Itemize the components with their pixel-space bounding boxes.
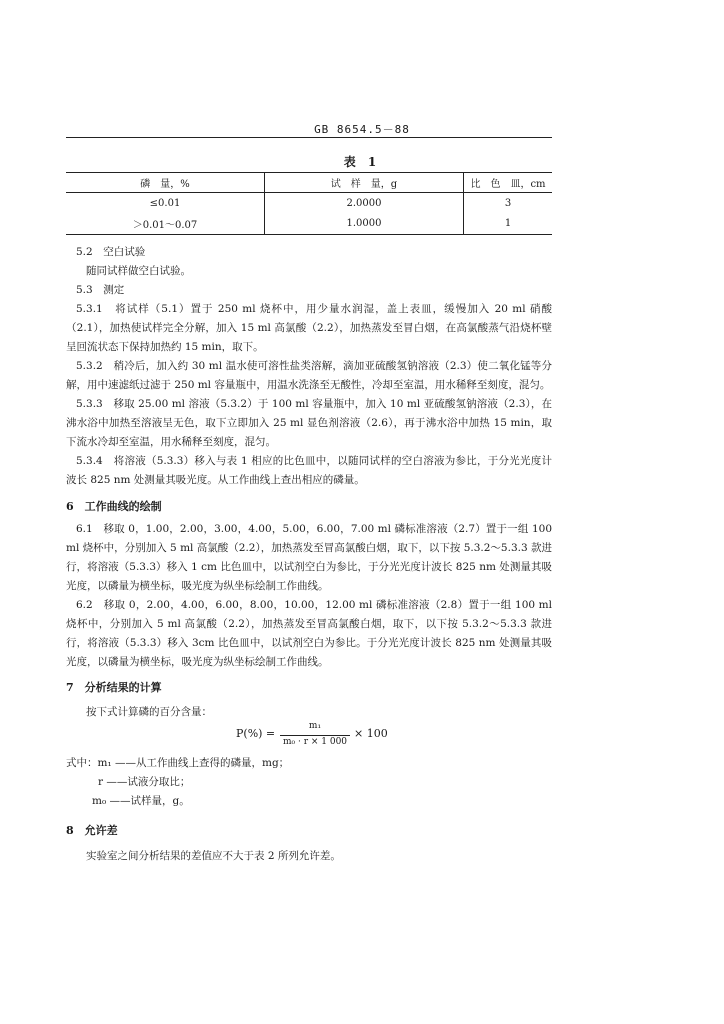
table-cell: 2.0000 <box>265 193 464 214</box>
section-8-title: 8 允许差 <box>66 824 118 837</box>
header-cell: 磷 量，% <box>66 173 265 193</box>
paragraph-5-3-2: 5.3.2 稍冷后，加入约 30 ml 温水使可溶性盐类溶解，滴加亚硫酸氢钠溶液（2.3）使二氧化锰等分解，用中速滤纸过滤于 250 ml 容量瓶中，用温水洗涤至无酸性，冷却至室温，用水稀释至刻度，混匀。 <box>66 360 552 391</box>
table-caption: 表 1 <box>343 155 381 169</box>
variable-definition: r ——试液分取比； <box>98 776 191 788</box>
paragraph-6-1: 6.1 移取 0，1.00，2.00，3.00，4.00，5.00，6.00，7.00 ml 磷标准溶液（2.7）置于一组 100 ml 烧杯中，分别加入 5 ml 高氯酸（2.2），加热蒸发至冒高氯酸白烟，取下，以下按 5.3.2～5.3.3 款进行，将溶液（5.3.3）移入 1 cm 比色皿中，以试剂空白为参比，于分光光度计波长 825 nm 处测量其吸光度，以磷量为横坐标，吸光度为纵坐标绘制工作曲线。 <box>66 523 552 592</box>
table-row <box>66 214 552 235</box>
paragraph-5-3-3: 5.3.3 移取 25.00 ml 溶液（5.3.2）于 100 ml 容量瓶中，加入 10 ml 亚硫酸氢钠溶液（2.3），在沸水浴中加热至溶液呈无色，取下立即加入 25 ml 显色剂溶液（2.6），再于沸水浴中加热 15 min，取下流水冷却至室温，用水稀释至刻度，混匀。 <box>66 398 552 448</box>
section-8-body: 实验室之间分析结果的差值应不大于表 2 所列允许差。 <box>86 850 341 862</box>
variable-definition: 式中：m₁ ——从工作曲线上查得的磷量，mg； <box>66 757 290 769</box>
formula-intro: 按下式计算磷的百分含量： <box>86 706 212 718</box>
section-7-title: 7 分析结果的计算 <box>66 681 162 694</box>
table-cell: 1.0000 <box>265 214 464 235</box>
section-5-3-title: 5.3 测定 <box>76 284 125 296</box>
section-5-2-body: 随同试样做空白试验。 <box>86 265 191 277</box>
table-cell: 3 <box>464 193 553 214</box>
paragraph-6-2: 6.2 移取 0，2.00，4.00，6.00，8.00，10.00，12.00 ml 磷标准溶液（2.8）置于一组 100 ml 烧杯中，分别加入 5 ml 高氯酸（2.2），加热蒸发至冒高氯酸白烟，取下，以下按 5.3.2～5.3.3 款进行，将溶液（5.3.3）移入 3cm 比色皿中，以试剂空白为参比。于分光光度计波长 825 nm 处测量其吸光度，以磷量为横坐标，吸光度为纵坐标绘制工作曲线。 <box>66 599 552 668</box>
formula-numerator: m₁ <box>308 721 322 731</box>
header-cell: 比 色 皿，cm <box>464 173 553 193</box>
section-6-title: 6 工作曲线的绘制 <box>66 500 162 513</box>
fraction-bar <box>280 735 350 736</box>
formula-lhs: P(%) = <box>236 727 276 740</box>
table-cell: 1 <box>464 214 553 235</box>
header-rule <box>66 137 552 138</box>
table-1 <box>66 172 552 235</box>
formula-denominator: m₀ · r × 1 000 <box>282 737 348 747</box>
table-cell: ≤0.01 <box>149 197 181 209</box>
paragraph-5-3-4: 5.3.4 将溶液（5.3.3）移入与表 1 相应的比色皿中，以随同试样的空白溶液为参比，于分光光度计波长 825 nm 处测量其吸光度。从工作曲线上查出相应的磷量。 <box>66 455 552 486</box>
paragraph-5-3-1: 5.3.1 将试样（5.1）置于 250 ml 烧杯中，用少量水润湿，盖上表皿，缓慢加入 20 ml 硝酸（2.1），加热使试样完全分解，加入 15 ml 高氯酸（2.2），加热蒸发至冒白烟，在高氯酸蒸气沿烧杯壁呈回流状态下保持加热约 15 min，取下。 <box>66 303 552 353</box>
variable-definition: m₀ ——试样量，g。 <box>92 795 190 807</box>
header-cell: 试 样 量，g <box>265 173 464 193</box>
table-cell: ＞0.01～0.07 <box>66 214 265 235</box>
page-header: GB 8654.5－88 <box>314 123 410 136</box>
section-5-2-title: 5.2 空白试验 <box>76 246 146 258</box>
formula-rhs: × 100 <box>354 727 388 740</box>
table-row <box>66 193 552 214</box>
table-header-row <box>66 173 552 193</box>
